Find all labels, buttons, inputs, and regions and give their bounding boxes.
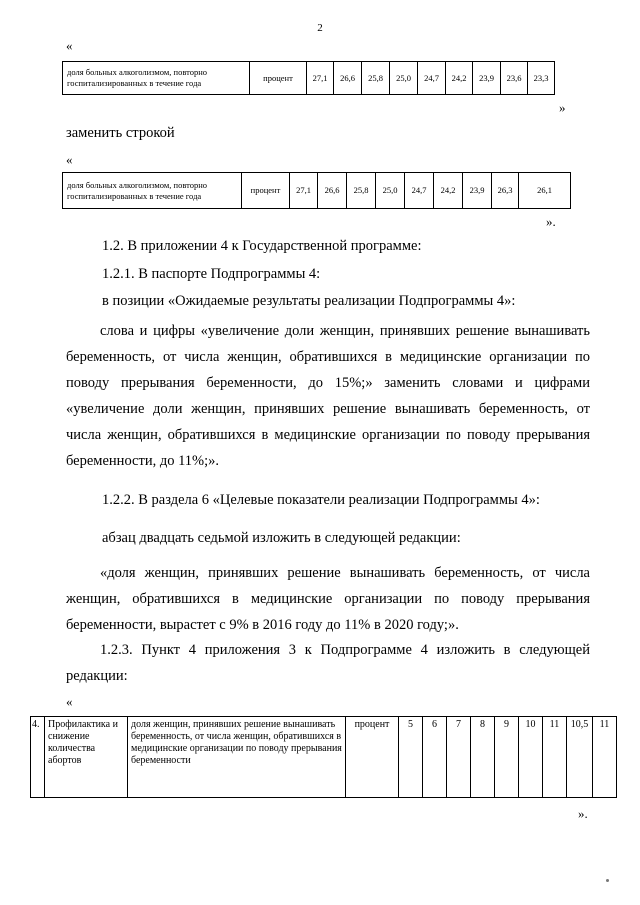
value-cell: 24,7: [418, 62, 446, 95]
page-number: 2: [317, 22, 323, 34]
unit-cell: процент: [242, 173, 290, 209]
value-cell: 25,0: [376, 173, 405, 209]
value-cell: 10: [519, 717, 543, 798]
value-cell: 26,6: [334, 62, 362, 95]
scan-mark: [606, 879, 609, 882]
value-cell: 7: [447, 717, 471, 798]
indicator-name: доля больных алкоголизмом, повторно госпитализированных в течение года: [63, 62, 250, 95]
words-replacement-paragraph: слова и цифры «увеличение доли женщин, принявших решение вынашивать беременность, от числа женщин, обратившихся в медицинские организации по поводу прерывания беременности, до 15%;» заменить словами и цифрами «увеличение доли женщин, принявших решение вынашивать беременность, от числа женщин, обратившихся в медицинские организации по поводу прерывания беременности, до 11%;».: [66, 323, 590, 469]
value-cell: 25,8: [347, 173, 376, 209]
value-cell: 26,3: [492, 173, 519, 209]
quote-paragraph: «доля женщин, принявших решение вынашивать беременность, от числа женщин, обратившихся в медицинские организации по поводу прерывания беременности, вырастет с 9% в 2016 году до 11% в 2020 году;».: [66, 565, 590, 633]
item-number: 4.: [31, 717, 45, 798]
measure-name: Профилактика и снижение количества абортов: [45, 717, 128, 798]
section-1-2-3: 1.2.3. Пункт 4 приложения 3 к Подпрограмме 4 изложить в следующей редакции:: [66, 642, 590, 684]
value-cell: 10,5: [567, 717, 593, 798]
value-cell: 23,9: [463, 173, 492, 209]
value-cell: 9: [495, 717, 519, 798]
value-cell: 26,6: [318, 173, 347, 209]
value-cell: 25,8: [362, 62, 390, 95]
value-cell: 5: [399, 717, 423, 798]
value-cell: 11: [543, 717, 567, 798]
value-cell: 11: [593, 717, 617, 798]
indicator-name: доля больных алкоголизмом, повторно госпитализированных в течение года: [63, 173, 242, 209]
section-1-2-2: 1.2.2. В раздела 6 «Целевые показатели реализации Подпрограммы 4»:: [102, 492, 540, 508]
value-cell: 24,2: [434, 173, 463, 209]
value-cell: 23,9: [473, 62, 501, 95]
value-cell: 6: [423, 717, 447, 798]
section-1-2-1: 1.2.1. В паспорте Подпрограммы 4:: [102, 266, 321, 282]
table-row: [63, 173, 571, 209]
indicator-name: доля женщин, принявших решение вынашивать беременность, от числа женщин, обратившихся в медицинские организации по поводу прерывания беременности: [128, 717, 346, 798]
value-cell: 8: [471, 717, 495, 798]
close-quote: »: [559, 100, 566, 115]
value-cell: 27,1: [290, 173, 318, 209]
open-quote: «: [66, 152, 73, 167]
section-1-2: 1.2. В приложении 4 к Государственной программе:: [102, 238, 422, 254]
table-row: [31, 717, 617, 798]
unit-cell: процент: [346, 717, 399, 798]
open-quote: «: [66, 694, 73, 709]
value-cell: 25,0: [390, 62, 418, 95]
value-cell: 27,1: [307, 62, 334, 95]
table-row: [63, 62, 555, 95]
close-quote-period: ».: [546, 214, 556, 229]
program-measure-table: [30, 716, 617, 798]
paragraph-instruction: абзац двадцать седьмой изложить в следующей редакции:: [102, 530, 461, 546]
new-row-table: [62, 172, 571, 209]
value-cell: 23,6: [501, 62, 528, 95]
value-cell: 24,7: [405, 173, 434, 209]
value-cell: 26,1: [519, 173, 571, 209]
position-text: в позиции «Ожидаемые результаты реализации Подпрограммы 4»:: [102, 293, 516, 309]
close-quote-period: ».: [578, 806, 588, 821]
old-row-table: [62, 61, 555, 95]
replace-text: заменить строкой: [66, 125, 175, 141]
value-cell: 24,2: [446, 62, 473, 95]
unit-cell: процент: [250, 62, 307, 95]
open-quote: «: [66, 38, 73, 53]
value-cell: 23,3: [528, 62, 555, 95]
